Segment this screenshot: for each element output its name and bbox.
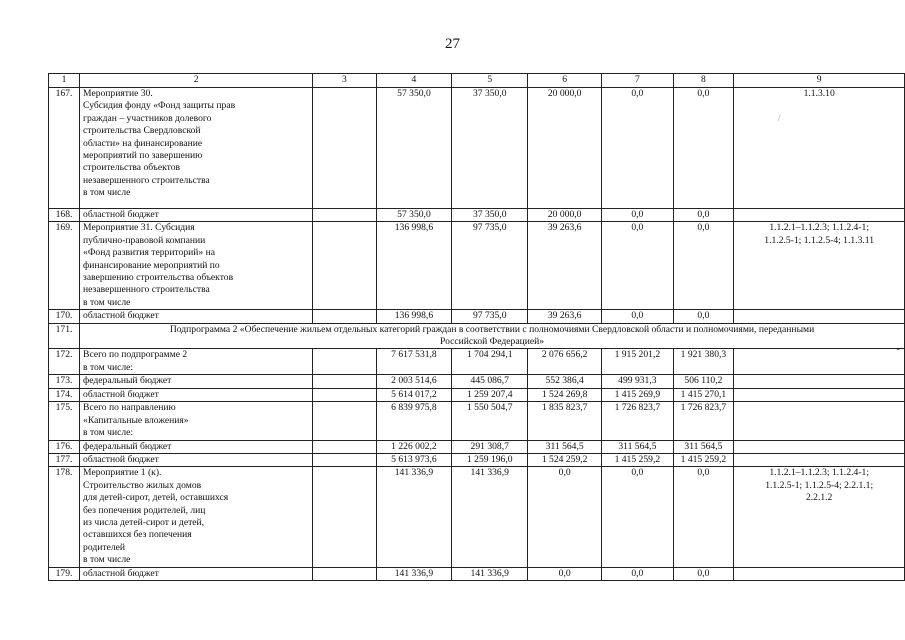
cell-year-2: 39 263,6 <box>528 310 602 323</box>
row-name: федеральный бюджет <box>80 440 313 453</box>
cell-year-2: 0,0 <box>528 467 602 567</box>
cell-year-2: 1 524 269,8 <box>528 388 602 401</box>
row-number: 172. <box>49 349 80 375</box>
cell-year-1: 141 336,9 <box>452 467 528 567</box>
cell-col3 <box>313 567 376 580</box>
cell-year-3: 499 931,3 <box>602 375 673 388</box>
cell-year-4: 1 726 823,7 <box>673 402 734 440</box>
cell-year-3: 0,0 <box>602 467 673 567</box>
cell-total: 1 226 002,2 <box>376 440 452 453</box>
header-row <box>49 74 905 88</box>
cell-target-refs <box>734 209 905 222</box>
cell-year-3: 1 726 823,7 <box>602 402 673 440</box>
cell-total: 5 613 973,6 <box>376 453 452 466</box>
cell-year-4: 1 921 380,3 <box>673 349 734 375</box>
row-name: Мероприятие 30. Субсидия фонду «Фонд защиты прав граждан – участников долевого строительства Свердловской области» на финансирование мероприятий по завершению строительства объектов незавершенного строительства в том числе <box>80 88 313 209</box>
cell-year-1: 37 350,0 <box>452 209 528 222</box>
cell-target-refs <box>734 402 905 440</box>
cell-year-3: 1 415 269,9 <box>602 388 673 401</box>
cell-year-1: 1 550 504,7 <box>452 402 528 440</box>
cell-year-4: 0,0 <box>673 467 734 567</box>
cell-total: 141 336,9 <box>376 467 452 567</box>
cell-target-refs: 1.1.2.1–1.1.2.3; 1.1.2.4-1; 1.1.2.5-1; 1.1.2.5-4; 1.1.3.11 <box>734 222 905 310</box>
page-number: 27 <box>445 36 460 52</box>
section-title: Подпрограмма 2 «Обеспечение жильем отдельных категорий граждан в соответствии с полномочиями Свердловской области и полномочиями, переданными Российской Федерацией» <box>80 323 905 349</box>
cell-year-4: 0,0 <box>673 567 734 580</box>
cell-col3 <box>313 222 376 310</box>
row-number: 173. <box>49 375 80 388</box>
cell-year-2: 2 076 656,2 <box>528 349 602 375</box>
cell-year-1: 97 735,0 <box>452 310 528 323</box>
cell-year-3: 0,0 <box>602 222 673 310</box>
row-number: 176. <box>49 440 80 453</box>
row-name: Мероприятие 31. Субсидия публично-правовой компании «Фонд развития территорий» на финансирование мероприятий по завершению строительства объектов незавершенного строительства в том числе <box>80 222 313 310</box>
row-number: 175. <box>49 402 80 440</box>
table-row <box>49 440 905 453</box>
header-cell: 1 <box>49 74 80 88</box>
cell-total: 5 614 017,2 <box>376 388 452 401</box>
table-row <box>49 453 905 466</box>
cell-target-refs: 1.1.3.10 <box>734 88 905 209</box>
row-number: 168. <box>49 209 80 222</box>
cell-total: 2 003 514,6 <box>376 375 452 388</box>
header-cell: 8 <box>673 74 734 88</box>
header-cell: 2 <box>80 74 313 88</box>
cell-year-1: 1 704 294,1 <box>452 349 528 375</box>
section-row <box>49 323 905 349</box>
header-cell: 4 <box>376 74 452 88</box>
row-name: областной бюджет <box>80 209 313 222</box>
cell-year-1: 1 259 196,0 <box>452 453 528 466</box>
cell-year-3: 0,0 <box>602 88 673 209</box>
table-row <box>49 467 905 567</box>
cell-col3 <box>313 209 376 222</box>
row-number: 171. <box>49 323 80 349</box>
cell-year-4: 0,0 <box>673 209 734 222</box>
cell-year-3: 1 415 259,2 <box>602 453 673 466</box>
cell-col3 <box>313 388 376 401</box>
cell-total: 136 998,6 <box>376 222 452 310</box>
row-name: областной бюджет <box>80 567 313 580</box>
table-row <box>49 567 905 580</box>
row-name: федеральный бюджет <box>80 375 313 388</box>
cell-target-refs: 1.1.2.1–1.1.2.3; 1.1.2.4-1; 1.1.2.5-1; 1.1.2.5-4; 2.2.1.1; 2.2.1.2 <box>734 467 905 567</box>
budget-table <box>48 73 905 581</box>
cell-year-3: 0,0 <box>602 310 673 323</box>
cell-year-2: 311 564,5 <box>528 440 602 453</box>
cell-col3 <box>313 310 376 323</box>
cell-target-refs <box>734 310 905 323</box>
cell-target-refs <box>734 453 905 466</box>
cell-col3 <box>313 349 376 375</box>
cell-year-4: 1 415 270,1 <box>673 388 734 401</box>
cell-col3 <box>313 402 376 440</box>
cell-year-4: 1 415 259,2 <box>673 453 734 466</box>
cell-year-2: 39 263,6 <box>528 222 602 310</box>
cell-year-4: 506 110,2 <box>673 375 734 388</box>
cell-year-2: 20 000,0 <box>528 209 602 222</box>
cell-year-1: 445 086,7 <box>452 375 528 388</box>
row-name: Мероприятие 1 (к). Строительство жилых домов для детей-сирот, детей, оставшихся без попечения родителей, лиц из числа детей-сирот и детей, оставшихся без попечения родителей в том числе <box>80 467 313 567</box>
edge-mark: -· <box>896 344 903 355</box>
cell-year-1: 291 308,7 <box>452 440 528 453</box>
header-cell: 7 <box>602 74 673 88</box>
row-number: 179. <box>49 567 80 580</box>
cell-total: 6 839 975,8 <box>376 402 452 440</box>
header-cell: 3 <box>313 74 376 88</box>
table-row <box>49 402 905 440</box>
cell-year-2: 0,0 <box>528 567 602 580</box>
cell-col3 <box>313 467 376 567</box>
cell-year-1: 97 735,0 <box>452 222 528 310</box>
row-number: 174. <box>49 388 80 401</box>
cell-year-2: 552 386,4 <box>528 375 602 388</box>
table-row <box>49 310 905 323</box>
table-row <box>49 388 905 401</box>
cell-year-1: 1 259 207,4 <box>452 388 528 401</box>
row-number: 177. <box>49 453 80 466</box>
row-name: областной бюджет <box>80 453 313 466</box>
cell-target-refs <box>734 567 905 580</box>
cell-total: 136 998,6 <box>376 310 452 323</box>
cell-col3 <box>313 453 376 466</box>
cell-target-refs <box>734 375 905 388</box>
row-name: Всего по направлению «Капитальные вложения» в том числе: <box>80 402 313 440</box>
table-row <box>49 349 905 375</box>
cell-target-refs <box>734 388 905 401</box>
cell-year-4: 0,0 <box>673 310 734 323</box>
cell-year-4: 0,0 <box>673 88 734 209</box>
cell-target-refs <box>734 349 905 375</box>
table-row <box>49 209 905 222</box>
cell-year-1: 141 336,9 <box>452 567 528 580</box>
pen-mark: / <box>778 113 781 123</box>
cell-year-1: 37 350,0 <box>452 88 528 209</box>
row-name: областной бюджет <box>80 388 313 401</box>
cell-total: 141 336,9 <box>376 567 452 580</box>
cell-year-4: 311 564,5 <box>673 440 734 453</box>
table-row <box>49 222 905 310</box>
cell-year-3: 0,0 <box>602 567 673 580</box>
header-cell: 5 <box>452 74 528 88</box>
header-cell: 6 <box>528 74 602 88</box>
row-number: 170. <box>49 310 80 323</box>
cell-col3 <box>313 440 376 453</box>
cell-year-4: 0,0 <box>673 222 734 310</box>
cell-total: 57 350,0 <box>376 88 452 209</box>
cell-year-3: 1 915 201,2 <box>602 349 673 375</box>
header-cell: 9 <box>734 74 905 88</box>
cell-year-2: 1 524 259,2 <box>528 453 602 466</box>
row-name: Всего по подпрограмме 2 в том числе: <box>80 349 313 375</box>
cell-year-3: 0,0 <box>602 209 673 222</box>
cell-total: 57 350,0 <box>376 209 452 222</box>
row-number: 169. <box>49 222 80 310</box>
cell-total: 7 617 531,8 <box>376 349 452 375</box>
table-row <box>49 88 905 209</box>
cell-col3 <box>313 375 376 388</box>
cell-year-3: 311 564,5 <box>602 440 673 453</box>
cell-year-2: 1 835 823,7 <box>528 402 602 440</box>
row-number: 167. <box>49 88 80 209</box>
cell-target-refs <box>734 440 905 453</box>
cell-year-2: 20 000,0 <box>528 88 602 209</box>
row-number: 178. <box>49 467 80 567</box>
row-name: областной бюджет <box>80 310 313 323</box>
table-row <box>49 375 905 388</box>
cell-col3 <box>313 88 376 209</box>
